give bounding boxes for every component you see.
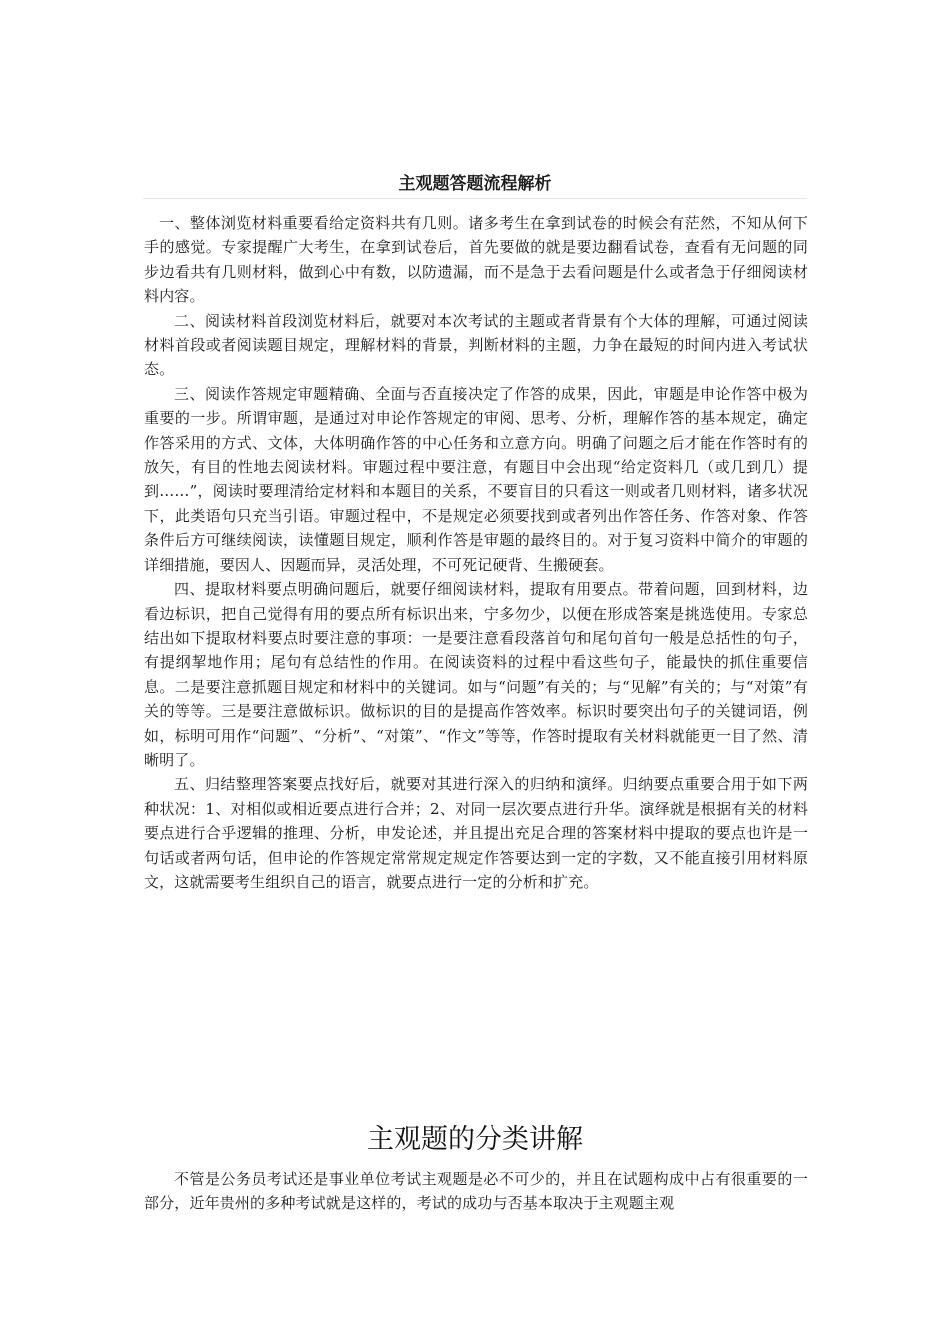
paragraph-step-3: 三、阅读作答规定审题精确、全面与否直接决定了作答的成果，因此，审题是申论作答中极为重要的一步。所谓审题，是通过对申论作答规定的审阅、思考、分析，理解作答的基本规定，确定作答采用的方式、文体，大体明确作答的中心任务和立意方向。明确了问题之后才能在作答时有的放矢，有目的性地去阅读材料。审题过程中要注意，有题目中会出现“给定资料几（或几到几）提到……”，阅读时要理清给定材料和本题目的关系，不要盲目的只看这一则或者几则材料，诸多状况下，此类语句只充当引语。审题过程中，不是规定必须要找到或者列出作答任务、作答对象、作答条件后方可继续阅读，读懂题目规定，顺利作答是审题的最终目的。对于复习资料中简介的审题的详细措施，要因人、因题而异，灵活处理，不可死记硬背、生搬硬套。: [144, 384, 808, 574]
paragraph-step-4: 四、提取材料要点明确问题后，就要仔细阅读材料，提取有用要点。带着问题，回到材料，边看边标识，把自己觉得有用的要点所有标识出来，宁多勿少，以便在形成答案是挑选使用。专家总结出如下提取材料要点时要注意的事项：一是要注意看段落首句和尾句首句一般是总括性的句子，有提纲挈地作用；尾句有总结性的作用。在阅读资料的过程中看这些句子，能最快的抓住重要信息。二是要注意抓题目规定和材料中的关键词。如与“问题”有关的；与“见解”有关的；与“对策”有关的等等。三是要注意做标识。做标识的目的是提高作答效率。标识时要突出句子的关键词语，例如，标明可用作“问题”、“分析”、“对策”、“作文”等等，作答时提取有关材料就能更一目了然、清晰明了。: [144, 580, 808, 769]
section-title-classification: 主观题的分类讲解: [367, 1124, 583, 1155]
title-divider: [143, 198, 807, 199]
paragraph-intro: 不管是公务员考试还是事业单位考试主观题是必不可少的，并且在试题构成中占有很重要的一部分，近年贵州的多种考试就是这样的，考试的成功与否基本取决于主观题主观: [144, 1170, 808, 1213]
paragraph-step-5: 五、归结整理答案要点找好后，就要对其进行深入的归纳和演绎。归纳要点重要合用于如下两种状况：1、对相似或相近要点进行合并；2、对同一层次要点进行升华。演绎就是根据有关的材料要点进行合乎逻辑的推理、分析，申发论述，并且提出充足合理的答案材料中提取的要点也许是一句话或者两句话，但申论的作答规定常常规定规定作答要达到一定的字数，又不能直接引用材料原文，这就需要考生组织自己的语言，就要点进行一定的分析和扩充。: [144, 775, 808, 891]
section-body-classification: [144, 1167, 808, 1215]
section-title-workflow: 主观题答题流程解析: [398, 174, 552, 194]
section-body-workflow: [144, 211, 808, 894]
paragraph-step-1: 一、整体浏览材料重要看给定资料共有几则。诸多考生在拿到试卷的时候会有茫然，不知从何下手的感觉。专家提醒广大考生，在拿到试卷后，首先要做的就是要边翻看试卷，查看有无问题的同步边看共有几则材料，做到心中有数，以防遗漏，而不是急于去看问题是什么或者急于仔细阅读材料内容。: [144, 214, 808, 306]
paragraph-step-2: 二、阅读材料首段浏览材料后，就要对本次考试的主题或者背景有个大体的理解，可通过阅读材料首段或者阅读题目规定，理解材料的背景，判断材料的主题，力争在最短的时间内进入考试状态。: [144, 311, 808, 379]
